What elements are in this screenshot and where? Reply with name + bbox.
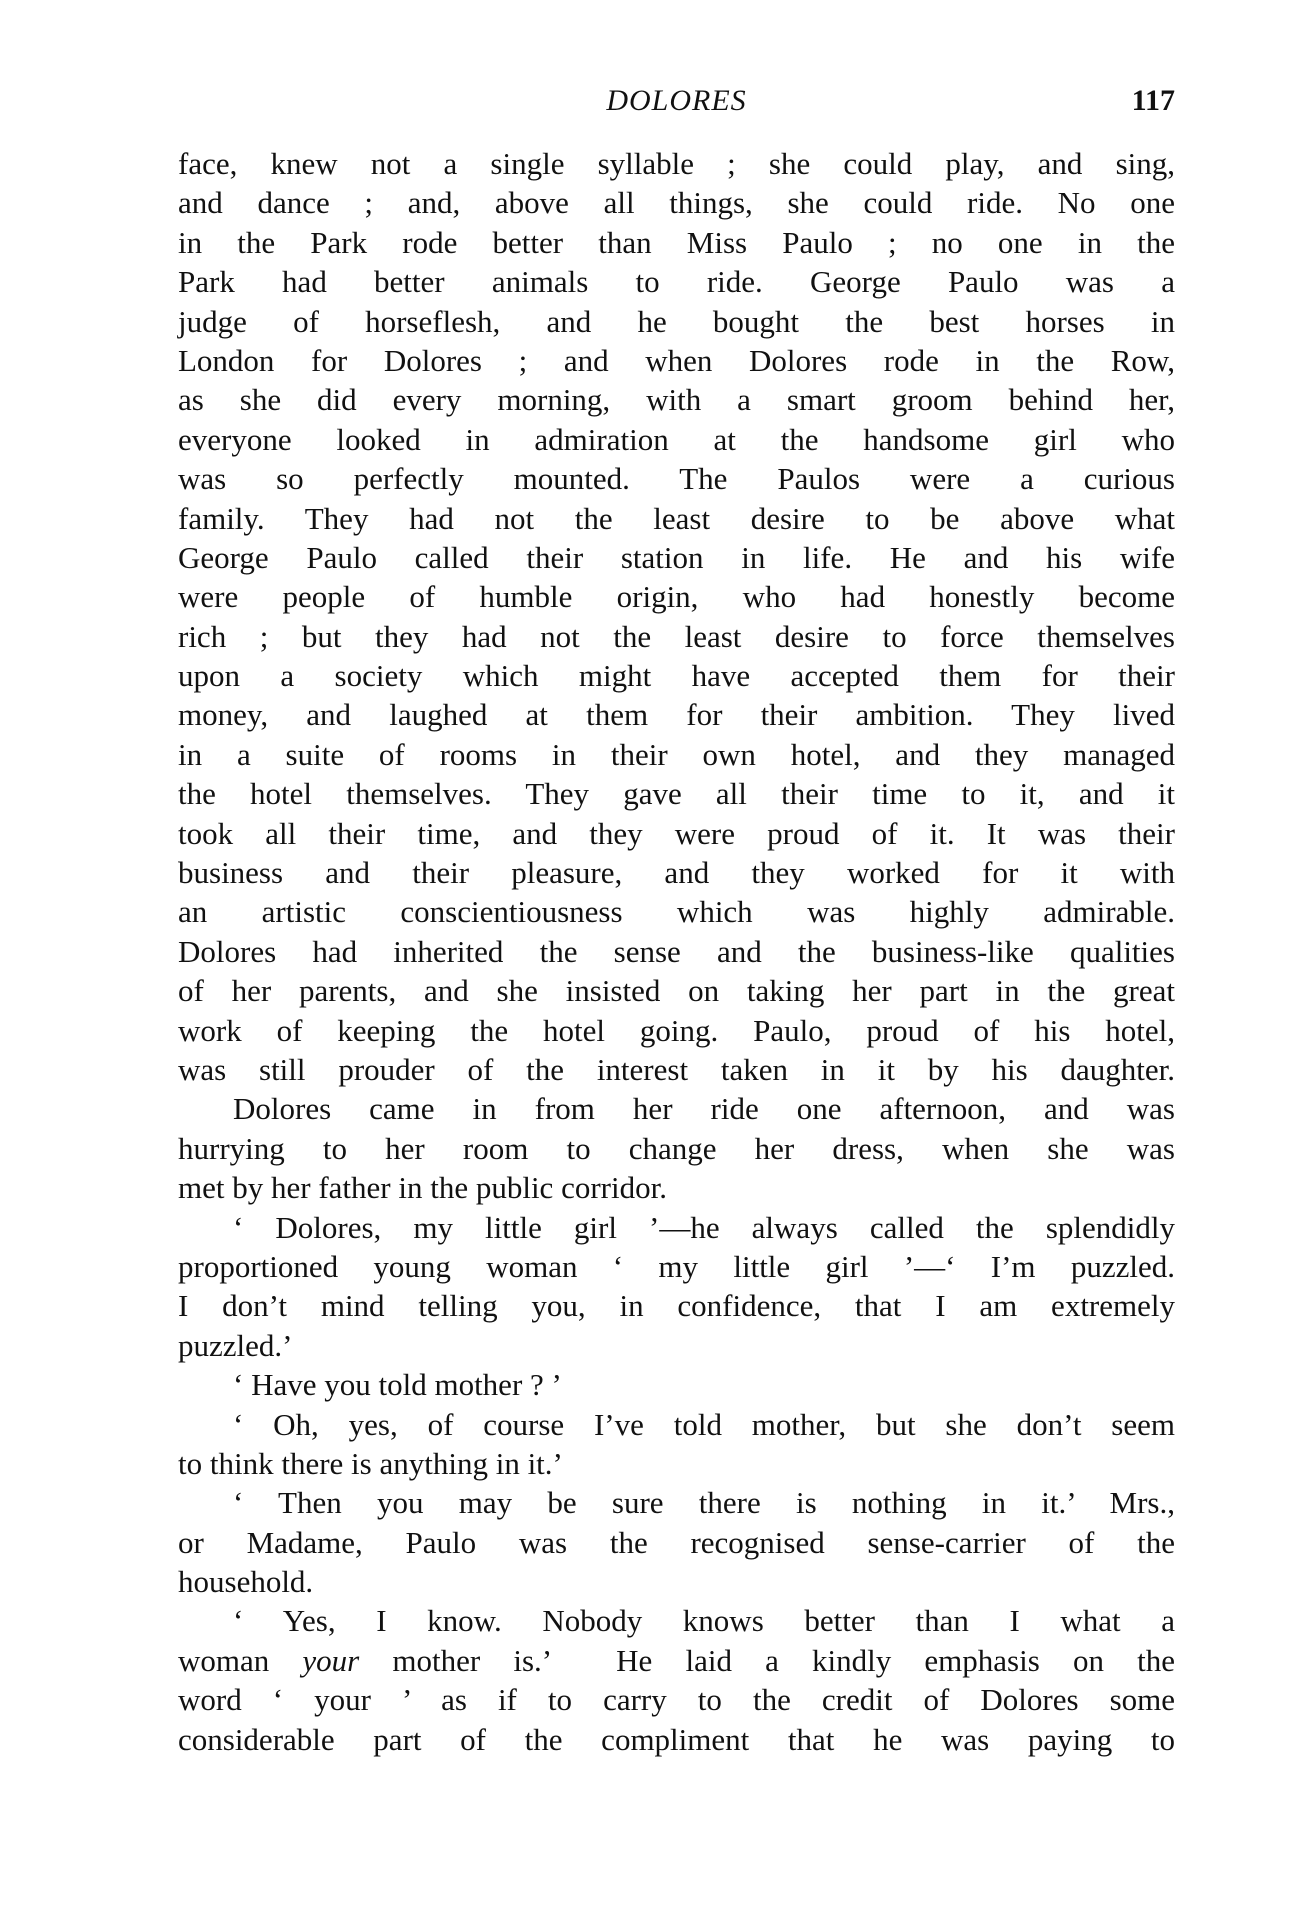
text-line: an artistic conscientiousness which was highly admirable.: [178, 894, 1175, 930]
text-line: as she did every morning, with a smart groom behind her,: [178, 382, 1175, 418]
text-line: ‘ Oh, yes, of course I’ve told mother, but she don’t seem: [233, 1406, 1175, 1442]
text-line: face, knew not a single syllable ; she could play, and sing,: [178, 146, 1175, 181]
body-text: [178, 144, 1175, 1759]
page-header: [178, 84, 1175, 124]
text-line: work of keeping the hotel going. Paulo, proud of his hotel,: [178, 1012, 1175, 1048]
text-line: [178, 1641, 1175, 1680]
text-line: considerable part of the compliment that he was paying to: [178, 1721, 1175, 1757]
text-line: ‘ Then you may be sure there is nothing in it.’ Mrs.,: [233, 1485, 1175, 1521]
text-line: word ‘ your ’ as if to carry to the credit of Dolores some: [178, 1682, 1175, 1718]
text-line: household.: [178, 1564, 314, 1600]
emphasized-word: your: [302, 1642, 360, 1678]
text-line: rich ; but they had not the least desire to force themselves: [178, 618, 1175, 654]
text-line: ‘ Dolores, my little girl ’—he always called the splendidly: [233, 1209, 1175, 1245]
text-line: proportioned young woman ‘ my little girl ’—‘ I’m puzzled.: [178, 1248, 1175, 1284]
text-line: or Madame, Paulo was the recognised sense-carrier of the: [178, 1524, 1175, 1560]
text-line: I don’t mind telling you, in confidence, that I am extremely: [178, 1288, 1175, 1324]
text-line: money, and laughed at them for their ambition. They lived: [178, 697, 1175, 733]
text-line: everyone looked in admiration at the handsome girl who: [178, 421, 1175, 457]
text-line: was so perfectly mounted. The Paulos were a curious: [178, 461, 1175, 497]
text-line: met by her father in the public corridor.: [178, 1170, 667, 1206]
text-line: Dolores had inherited the sense and the business-like qualities: [178, 933, 1175, 969]
text-line: Park had better animals to ride. George Paulo was a: [178, 264, 1175, 300]
text-line: in the Park rode better than Miss Paulo ; no one in the: [178, 224, 1175, 260]
running-title: DOLORES: [606, 84, 747, 117]
text-line: was still prouder of the interest taken in it by his daughter.: [178, 1051, 1175, 1087]
text-segment: mother is.’ He laid a kindly emphasis on the: [359, 1642, 1175, 1678]
text-line: the hotel themselves. They gave all their time to it, and it: [178, 776, 1175, 812]
text-line: ‘ Have you told mother ? ’: [233, 1367, 562, 1403]
text-line: in a suite of rooms in their own hotel, and they managed: [178, 736, 1175, 772]
text-line: of her parents, and she insisted on taking her part in the great: [178, 973, 1175, 1009]
text-line: judge of horseflesh, and he bought the best horses in: [178, 303, 1175, 339]
text-segment: woman: [178, 1642, 303, 1678]
text-line: family. They had not the least desire to be above what: [178, 500, 1175, 536]
page-number: 117: [1131, 84, 1175, 117]
text-line: and dance ; and, above all things, she could ride. No one: [178, 185, 1175, 221]
text-line: puzzled.’: [178, 1327, 293, 1363]
text-line: to think there is anything in it.’: [178, 1445, 563, 1481]
text-line: George Paulo called their station in life. He and his wife: [178, 539, 1175, 575]
text-line: upon a society which might have accepted them for their: [178, 658, 1175, 694]
text-line: were people of humble origin, who had honestly become: [178, 579, 1175, 615]
text-line: took all their time, and they were proud of it. It was their: [178, 815, 1175, 851]
text-line: London for Dolores ; and when Dolores rode in the Row,: [178, 342, 1175, 378]
text-line: Dolores came in from her ride one afternoon, and was: [233, 1091, 1175, 1127]
text-line: business and their pleasure, and they worked for it with: [178, 855, 1175, 891]
text-line: hurrying to her room to change her dress, when she was: [178, 1130, 1175, 1166]
text-line: ‘ Yes, I know. Nobody knows better than I what a: [233, 1603, 1175, 1639]
